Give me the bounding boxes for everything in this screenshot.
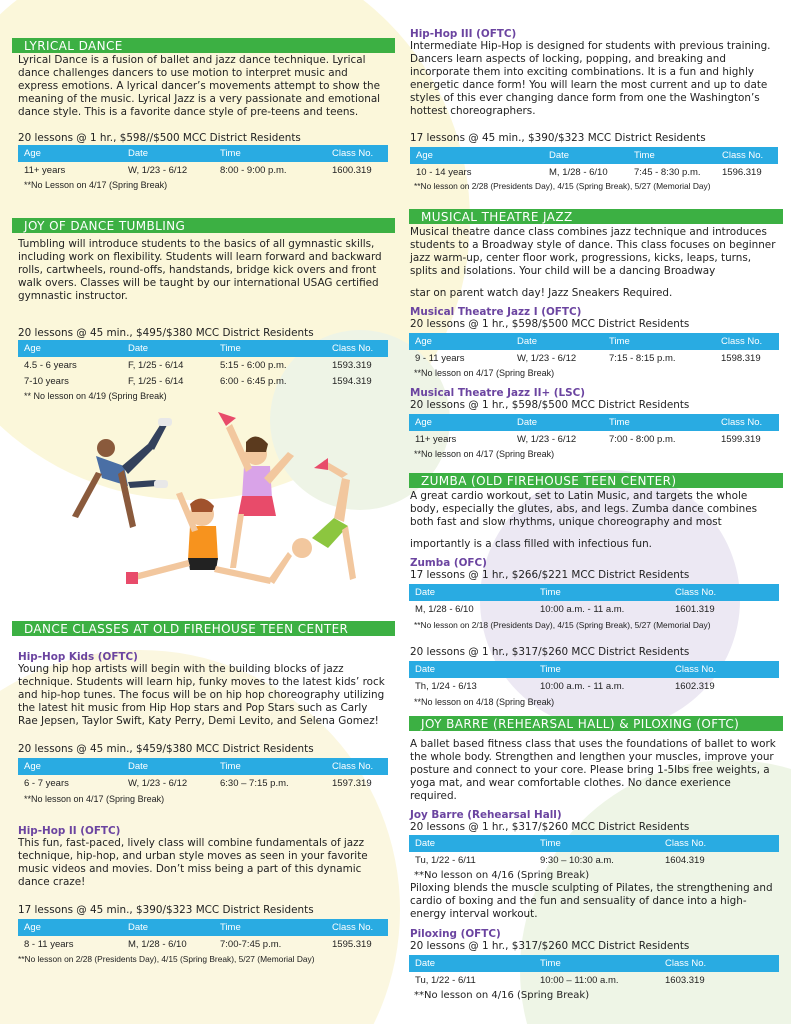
column-header: Date [409,584,534,601]
class-subtitle: Hip-Hop Kids (OFTC) [18,651,138,663]
column-header: Time [534,661,669,678]
column-header: Date [409,661,534,678]
table-cell: 1597.319 [332,777,372,789]
lessons-info: 20 lessons @ 1 hr., $598/$500 MCC District Residents [410,318,690,330]
section-description-continued: star on parent watch day! Jazz Sneakers Required. [410,287,673,299]
note: ** No lesson on 4/19 (Spring Break) [24,391,167,401]
table-cell: 6:00 - 6:45 p.m. [220,375,287,387]
table-cell: 1601.319 [675,603,715,615]
note: **No lesson on 4/17 (Spring Break) [414,449,555,459]
table-cell: 1603.319 [665,974,705,986]
note: **No lesson on 2/18 (Presidents Day), 4/15 (Spring Break), 5/27 (Memorial Day) [414,620,711,630]
section-lyrical-dance [12,38,395,192]
table-cell: 7:45 - 8:30 p.m. [634,166,701,178]
column-header: Age [409,414,511,431]
class-subtitle: Zumba (OFC) [410,557,487,569]
column-header: Class No. [669,584,779,601]
lessons-info: 20 lessons @ 1 hr., $598/$500 MCC District Residents [410,399,690,411]
column-header: Date [122,145,214,162]
table-cell: Tu, 1/22 - 6/11 [415,854,476,866]
table-cell: 10:00 – 11:00 a.m. [540,974,619,986]
section-description: A ballet based fitness class that uses the foundations of ballet to work the whole body. Strengthen and lengthen your muscles, improve your posture and connect to your core. Please bring 1-5Ibs free weights, a yoga mat, and wear comfortable clothes. No dance exerience required. [410,738,776,802]
column-header: Time [214,340,326,357]
table-cell: 8 - 11 years [24,938,74,950]
table-cell: W, 1/23 - 6/12 [128,164,188,176]
section-description: Tumbling will introduce students to the basics of all gymnastic skills, including work on flexibility. Students will learn forward and backward rolls, cartwheels, round-offs, handstands, bridge kick overs and front walk overs. Classes will be taught by our international USAG certified gymnastic instructor. [18,238,382,302]
table-row [409,852,779,868]
section-header: LYRICAL DANCE [12,38,395,53]
table-cell: M, 1/28 - 6/10 [415,603,474,615]
table-cell: 5:15 - 6:00 p.m. [220,359,287,371]
column-header: Time [628,147,716,164]
table-row [18,357,388,373]
schedule-table [409,414,779,447]
class-description: Piloxing blends the muscle sculpting of Pilates, the strengthening and cardio of boxing and the fun and sensuality of dance into a high-energy interval workout. [410,882,773,920]
table-row [410,164,778,180]
note: **No Lesson on 4/17 (Spring Break) [24,180,168,190]
schedule-table [409,584,779,617]
column-header: Age [18,340,122,357]
table-cell: 1602.319 [675,680,715,692]
lessons-info: 20 lessons @ 1 hr., $317/$260 MCC District Residents [410,940,690,952]
section-description: A great cardio workout, set to Latin Music, and targets the whole body, especially the glutes, abs, and legs. Zumba dance combines both fast and slow rhythms, unique choreography and most [410,490,758,528]
column-header: Time [603,414,715,431]
table-cell: W, 1/23 - 6/12 [517,433,577,445]
column-header: Age [18,758,122,775]
table-cell: 8:00 - 9:00 p.m. [220,164,287,176]
column-header: Class No. [715,414,779,431]
schedule-table [410,147,778,180]
lessons-info: 20 lessons @ 1 hr., $317/$260 MCC District Residents [410,646,690,658]
table-row [409,601,779,617]
class-description: Young hip hop artists will begin with the building blocks of jazz technique. Students will learn hip, funky moves to the latest kids’ rock and hip-hop tunes. The focus will be on hip hop choreography utilizing the latest hit music from Hip Hop stars and Pop Stars such as Carly Rae Jepsen, Taylor Swift, Katy Perry, Demi Levito, and Selena Gomez! [18,663,385,727]
note: **No lesson on 4/17 (Spring Break) [24,794,165,804]
table-cell: 10:00 a.m. - 11 a.m. [540,680,625,692]
table-cell: 7:15 - 8:15 p.m. [609,352,676,364]
column-header: Time [214,145,326,162]
column-header: Time [214,758,326,775]
lessons-info: 20 lessons @ 1 hr., $598//$500 MCC District Residents [18,132,301,144]
table-row [409,431,779,447]
schedule-table [18,340,388,389]
bridge-girl-figure [268,458,356,584]
table-cell: 7:00 - 8:00 p.m. [609,433,676,445]
table-cell: 1604.319 [665,854,705,866]
class-description: Intermediate Hip-Hop is designed for students with previous training. Dancers learn aspects of locking, popping, and breaking and incorporate them into exciting combinations. It is a fun and highly energetic dance form! You will learn the most current and up to date styles of this ever changing dance form from one the Washington’s hottest choreographers. [410,40,771,117]
table-row [409,678,779,694]
column-header: Class No. [716,147,778,164]
class-description: This fun, fast-paced, lively class will combine fundamentals of jazz technique, hip-hop, and urban style moves as seen in your favorite music videos and movies. Don’t miss being a part of this dynamic dance craze! [18,837,368,888]
class-subtitle: Hip-Hop II (OFTC) [18,825,121,837]
lessons-info: 17 lessons @ 1 hr., $266/$221 MCC District Residents [410,569,690,581]
lessons-info: 17 lessons @ 45 min., $390/$323 MCC District Residents [410,132,706,144]
lessons-info: 17 lessons @ 45 min., $390/$323 MCC District Residents [18,904,314,916]
section-header: ZUMBA (OLD FIREHOUSE TEEN CENTER) [409,473,783,488]
dancing-kids-photo [66,408,361,598]
column-header: Class No. [669,661,779,678]
section-header: JOY OF DANCE TUMBLING [12,218,395,233]
table-row [18,775,388,791]
column-header: Time [534,955,659,972]
table-cell: 7-10 years [24,375,69,387]
table-cell: 9 - 11 years [415,352,465,364]
table-cell: 1595.319 [332,938,372,950]
table-cell: M, 1/28 - 6/10 [128,938,187,950]
class-subtitle: Musical Theatre Jazz I (OFTC) [410,306,582,318]
table-cell: 1596.319 [722,166,762,178]
schedule-table [409,661,779,694]
section-firehouse [12,621,395,966]
column-header: Time [214,919,326,936]
table-cell: 6 - 7 years [24,777,69,789]
table-cell: 1599.319 [721,433,761,445]
column-header: Time [603,333,715,350]
column-header: Date [122,758,214,775]
column-header: Age [18,145,122,162]
schedule-table [18,758,388,791]
column-header: Time [534,835,659,852]
column-header: Class No. [659,835,779,852]
table-cell: 9:30 – 10:30 a.m. [540,854,614,866]
class-subtitle: Piloxing (OFTC) [410,928,501,940]
table-row [409,350,779,366]
schedule-table [409,955,779,988]
section-description: Musical theatre dance class combines jazz technique and introduces students to a Broadway style of dance. This class focuses on beginner jazz warm-up, center floor work, progressions, kicks, leaps, turns, splits and isolations. Your child will be a dancing Broadway [410,226,776,277]
column-header: Date [122,919,214,936]
column-header: Date [511,333,603,350]
column-header: Age [18,919,122,936]
column-header: Age [409,333,511,350]
kicking-girl-figure [218,412,294,576]
table-cell: M, 1/28 - 6/10 [549,166,608,178]
table-cell: W, 1/23 - 6/12 [128,777,188,789]
column-header: Date [409,955,534,972]
section-description: Lyrical Dance is a fusion of ballet and jazz dance technique. Lyrical dance challenges dancers to use motion to interpret music and express emotions. A lyrical dancer’s movements attempt to show the meaning of the music. Lyrical Jazz is a very passionate and emotional dance style. This is a favorite dance style of pre-teens and teens. [18,54,381,118]
table-cell: 1593.319 [332,359,372,371]
lessons-info: 20 lessons @ 45 min., $495/$380 MCC District Residents [18,327,314,339]
table-cell: F, 1/25 - 6/14 [128,359,184,371]
table-cell: 4.5 - 6 years [24,359,77,371]
schedule-table [409,333,779,366]
table-cell: 6:30 – 7:15 p.m. [220,777,289,789]
table-cell: F, 1/25 - 6/14 [128,375,184,387]
column-header: Class No. [326,758,388,775]
table-cell: 1594.319 [332,375,372,387]
note: **No lesson on 4/16 (Spring Break) [414,990,590,1001]
table-cell: Th, 1/24 - 6/13 [415,680,477,692]
section-zumba [409,473,783,709]
class-subtitle: Joy Barre (Rehearsal Hall) [410,809,562,821]
note: **No lesson on 4/17 (Spring Break) [414,368,555,378]
note: **No lesson on 4/18 (Spring Break) [414,697,555,707]
table-row [18,373,388,389]
section-musical-theatre [409,209,783,461]
class-subtitle: Musical Theatre Jazz II+ (LSC) [410,387,586,399]
column-header: Class No. [326,919,388,936]
column-header: Date [511,414,603,431]
table-cell: 11+ years [24,164,66,176]
lessons-info: 20 lessons @ 1 hr., $317/$260 MCC District Residents [410,821,690,833]
note: **No lesson on 4/16 (Spring Break) [414,870,590,881]
table-cell: 10 - 14 years [416,166,472,178]
note: **No lesson on 2/28 (Presidents Day), 4/15 (Spring Break), 5/27 (Memorial Day) [414,181,711,191]
table-row [18,936,388,952]
column-header: Class No. [326,145,388,162]
column-header: Class No. [715,333,779,350]
section-hiphop-3 [405,28,783,193]
schedule-table [18,145,388,178]
column-header: Time [534,584,669,601]
section-joy-barre-piloxing [409,716,783,1002]
column-header: Date [409,835,534,852]
class-subtitle: Hip-Hop III (OFTC) [410,28,517,40]
column-header: Date [122,340,214,357]
column-header: Class No. [659,955,779,972]
schedule-table [409,835,779,868]
table-cell: 1600.319 [332,164,372,176]
breakdancer-figure [72,418,172,528]
table-row [409,972,779,988]
section-description-continued: importantly is a class filled with infectious fun. [410,538,652,550]
table-cell: W, 1/23 - 6/12 [517,352,577,364]
table-cell: 7:00-7:45 p.m. [220,938,282,950]
section-tumbling [12,218,395,403]
table-row [18,162,388,178]
section-header: DANCE CLASSES AT OLD FIREHOUSE TEEN CENTER [12,621,395,636]
section-header: MUSICAL THEATRE JAZZ [409,209,783,224]
schedule-table [18,919,388,952]
table-cell: 10:00 a.m. - 11 a.m. [540,603,625,615]
table-cell: 1598.319 [721,352,761,364]
column-header: Class No. [326,340,388,357]
column-header: Age [410,147,543,164]
note: **No lesson on 2/28 (Presidents Day), 4/15 (Spring Break), 5/27 (Memorial Day) [18,954,315,964]
lessons-info: 20 lessons @ 45 min., $459/$380 MCC District Residents [18,743,314,755]
table-cell: 11+ years [415,433,457,445]
column-header: Date [543,147,628,164]
table-cell: Tu, 1/22 - 6/11 [415,974,476,986]
section-header: JOY BARRE (REHEARSAL HALL) & PILOXING (OFTC) [409,716,783,731]
